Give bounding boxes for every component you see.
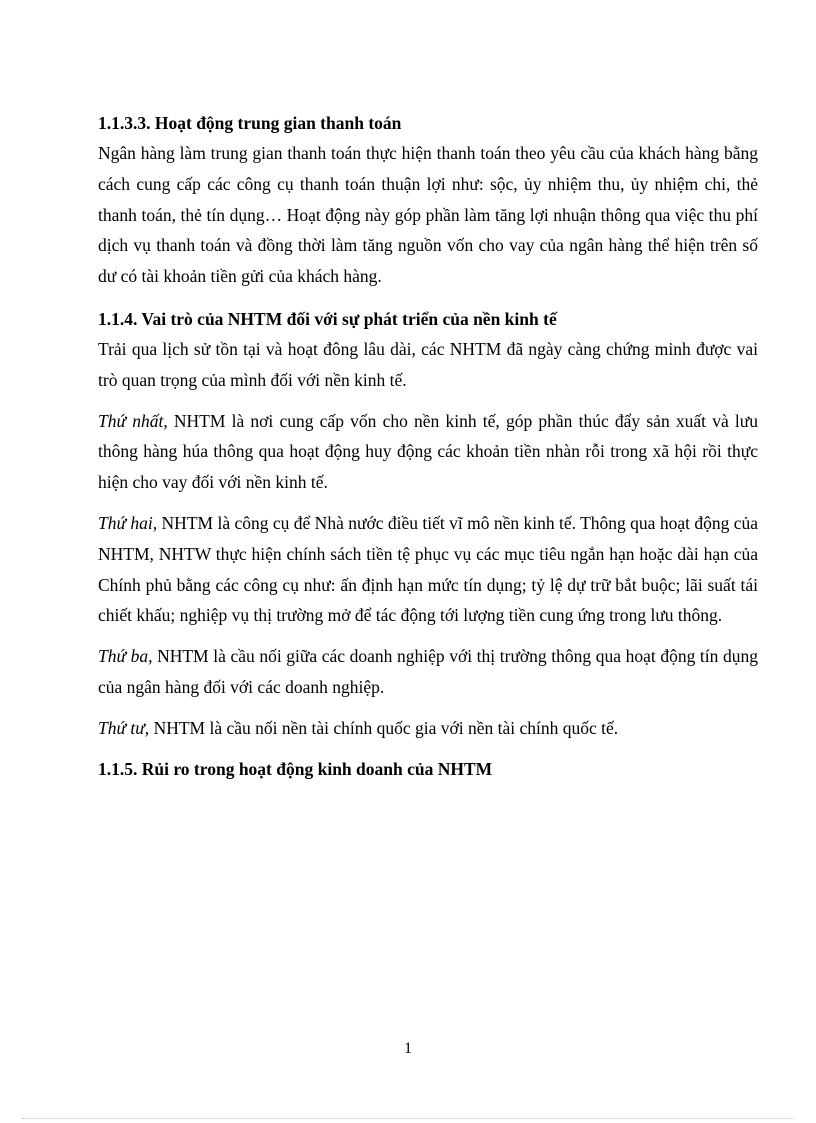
point-text-fourth: NHTM là cầu nối nền tài chính quốc gia với nền tài chính quốc tế.	[149, 717, 619, 738]
point-lead-second: Thứ hai,	[98, 512, 158, 533]
point-text-second: NHTM là công cụ để Nhà nước điều tiết vĩ mô nền kinh tế. Thông qua hoạt động của NHTM, NHTW thực hiện chính sách tiền tệ phục vụ các mục tiêu ngắn hạn hoặc dài hạn của Chính phủ bằng các công cụ như: ấn định hạn mức tín dụng; tỷ lệ dự trữ bắt buộc; lãi suất tái chiết khấu; nghiệp vụ thị trường mở để tác động tới lượng tiền cung ứng trong lưu thông.	[98, 512, 759, 626]
section-heading-1-1-5: 1.1.5. Rủi ro trong hoạt động kinh doanh của NHTM	[98, 758, 493, 779]
section-heading-1-1-3-3: 1.1.3.3. Hoạt động trung gian thanh toán	[98, 113, 402, 133]
point-lead-fourth: Thứ tư,	[98, 717, 150, 738]
page-body	[98, 108, 758, 784]
paragraph-role-fourth	[98, 713, 758, 744]
paragraph-role-second	[98, 508, 758, 631]
paragraph-payment-intermediary: Ngân hàng làm trung gian thanh toán thực hiện thanh toán theo yêu cầu của khách hàng bằng cách cung cấp các công cụ thanh toán thuận lợi như: sộc, ủy nhiệm thu, ủy nhiệm chi, thẻ thanh toán, thẻ tín dụng… Hoạt động này góp phần làm tăng lợi nhuận thông qua việc thu phí dịch vụ thanh toán và đồng thời làm tăng nguồn vốn cho vay của ngân hàng thể hiện trên số dư có tài khoản tiền gửi của khách hàng.	[98, 143, 758, 287]
point-text-first: NHTM là nơi cung cấp vốn cho nền kinh tế, góp phần thúc đẩy sản xuất và lưu thông hàng húa thông qua hoạt động huy động các khoản tiền nhàn rỗi trong xã hội rồi thực hiện cho vay đối với nền kinh tế.	[98, 410, 758, 493]
point-text-third: NHTM là cầu nối giữa các doanh nghiệp với thị trường thông qua hoạt động tín dụng của ngân hàng đối với các doanh nghiệp.	[98, 646, 758, 697]
point-lead-first: Thứ nhất,	[98, 410, 168, 431]
paragraph-role-intro: Trải qua lịch sử tồn tại và hoạt đông lâu dài, các NHTM đã ngày càng chứng minh được vai trò quan trọng của mình đối với nền kinh tế.	[98, 338, 758, 390]
paragraph-role-third	[98, 641, 758, 703]
page-break-divider	[22, 1118, 794, 1119]
paragraph-role-first	[98, 406, 758, 498]
point-lead-third: Thứ ba,	[98, 646, 153, 667]
page-number: 1	[404, 1040, 412, 1057]
section-heading-1-1-4: 1.1.4. Vai trò của NHTM đối với sự phát triển của nền kinh tế	[98, 308, 557, 329]
